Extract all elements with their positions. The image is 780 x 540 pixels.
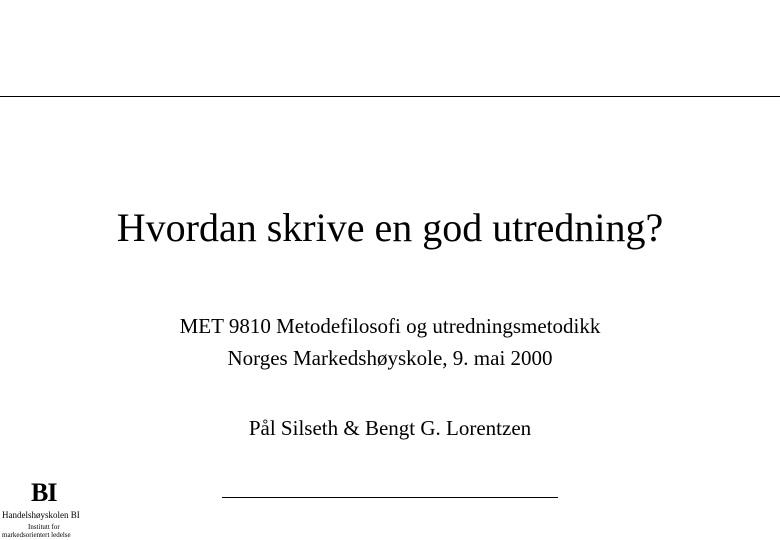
bi-logo-institute-line1: Institutt for (28, 523, 60, 531)
slide-title: Hvordan skrive en god utredning? (116, 205, 664, 250)
bottom-divider (222, 497, 558, 498)
school-date-line: Norges Markedshøyskole, 9. mai 2000 (227, 346, 553, 370)
course-line: MET 9810 Metodefilosofi og utredningsmetodikk (179, 314, 601, 338)
bi-logo-name: Handelshøyskolen BI (2, 510, 80, 520)
bi-logo-mark: BI (31, 478, 57, 507)
bi-logo-institute-line2: markedsorientert ledelse (2, 531, 71, 539)
bi-logo (0, 480, 90, 540)
top-divider (0, 96, 780, 97)
authors-line: Pål Silseth & Bengt G. Lorentzen (248, 416, 532, 440)
